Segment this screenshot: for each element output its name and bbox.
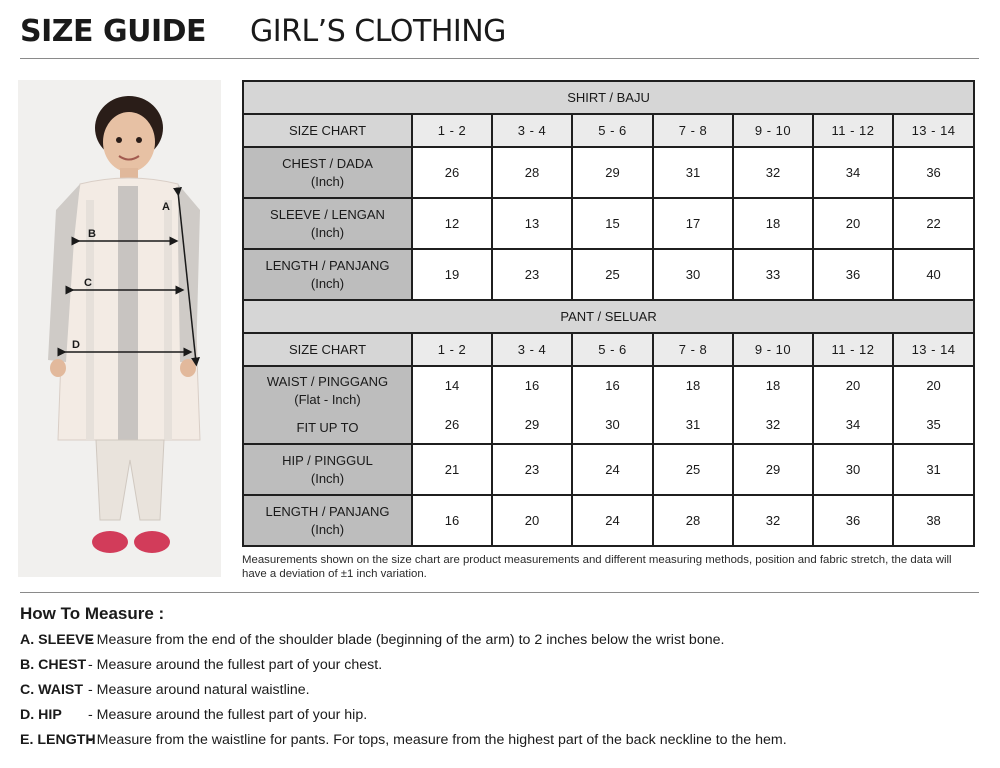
table-cell: 16	[412, 495, 492, 546]
measure-key: E. LENGTH	[20, 732, 96, 748]
table-cell: 31	[893, 444, 974, 495]
measure-desc: - Measure around the fullest part of your hip.	[88, 707, 368, 723]
page-title: SIZE GUIDE	[20, 14, 207, 49]
size-header: 1 - 2	[412, 333, 492, 366]
table-cell: 18 32	[733, 366, 813, 444]
table-cell: 18 31	[653, 366, 733, 444]
right-sleeve	[178, 184, 200, 362]
table-cell: 32	[733, 147, 813, 198]
table-row	[243, 495, 974, 546]
measurement-note: Measurements shown on the size chart are product measurements and different measuring methods, position and fabric stretch, the data will have a deviation of ±1 inch variation.	[242, 554, 952, 580]
model-photo	[18, 80, 221, 577]
table-cell: 33	[733, 249, 813, 300]
table-row	[243, 444, 974, 495]
size-header: 5 - 6	[572, 114, 653, 147]
table-row	[243, 147, 974, 198]
shirt-section-row	[243, 81, 974, 114]
measure-item-hip	[20, 707, 367, 723]
row-label-sleeve: SLEEVE / LENGAN (Inch)	[243, 198, 412, 249]
table-cell: 29	[572, 147, 653, 198]
section-divider	[20, 592, 979, 593]
girl-illustration	[18, 80, 221, 577]
table-cell: 19	[412, 249, 492, 300]
table-cell: 24	[572, 444, 653, 495]
table-cell: 28	[492, 147, 572, 198]
measure-item-waist	[20, 682, 310, 698]
table-cell: 23	[492, 444, 572, 495]
table-cell: 26	[412, 147, 492, 198]
table-cell: 25	[572, 249, 653, 300]
measure-desc: - Measure from the waistline for pants. For tops, measure from the highest part of the back neckline to the hem.	[88, 732, 787, 748]
size-header: 7 - 8	[653, 114, 733, 147]
row-label-pant-length: LENGTH / PANJANG (Inch)	[243, 495, 412, 546]
size-chart-table	[242, 80, 975, 547]
table-cell: 23	[492, 249, 572, 300]
measure-key: B. CHEST	[20, 657, 87, 673]
table-cell: 18	[733, 198, 813, 249]
right-shoe	[134, 531, 170, 553]
table-cell: 36	[813, 495, 893, 546]
shirt-section-title: SHIRT / BAJU	[243, 81, 974, 114]
left-shoe	[92, 531, 128, 553]
size-header: 5 - 6	[572, 333, 653, 366]
how-to-measure-title: How To Measure :	[20, 604, 165, 623]
table-row	[243, 249, 974, 300]
table-cell: 16 30	[572, 366, 653, 444]
table-cell: 24	[572, 495, 653, 546]
page-header	[20, 14, 506, 54]
label-b: B	[88, 228, 96, 240]
measure-desc: - Measure around natural waistline.	[88, 682, 310, 698]
shirt-size-header-row	[243, 114, 974, 147]
measure-item-sleeve	[20, 632, 724, 648]
row-label-hip: HIP / PINGGUL (Inch)	[243, 444, 412, 495]
size-header: 13 - 14	[893, 333, 974, 366]
table-row	[243, 366, 974, 444]
measure-item-length	[20, 732, 787, 748]
table-cell: 32	[733, 495, 813, 546]
table-cell: 15	[572, 198, 653, 249]
pants-shape	[96, 440, 164, 520]
table-cell: 40	[893, 249, 974, 300]
table-cell: 20 34	[813, 366, 893, 444]
measure-key: D. HIP	[20, 707, 62, 723]
label-c: C	[84, 277, 92, 289]
table-cell: 17	[653, 198, 733, 249]
dress-stripe	[118, 186, 138, 456]
table-cell: 20 35	[893, 366, 974, 444]
table-cell: 34	[813, 147, 893, 198]
table-cell: 12	[412, 198, 492, 249]
label-a: A	[162, 201, 170, 213]
measure-key: C. WAIST	[20, 682, 84, 698]
size-header: 7 - 8	[653, 333, 733, 366]
row-label-chest: CHEST / DADA (Inch)	[243, 147, 412, 198]
table-cell: 21	[412, 444, 492, 495]
table-cell: 36	[893, 147, 974, 198]
table-cell: 20	[813, 198, 893, 249]
table-cell: 16 29	[492, 366, 572, 444]
table-cell: 36	[813, 249, 893, 300]
label-d: D	[72, 339, 80, 351]
pant-size-header-row	[243, 333, 974, 366]
size-header: 11 - 12	[813, 114, 893, 147]
table-row	[243, 198, 974, 249]
table-cell: 20	[492, 495, 572, 546]
size-header: 1 - 2	[412, 114, 492, 147]
size-header: 9 - 10	[733, 333, 813, 366]
page-subtitle: GIRL’S CLOTHING	[250, 14, 506, 49]
shirt-size-chart-label: SIZE CHART	[243, 114, 412, 147]
row-label-waist: WAIST / PINGGANG (Flat - Inch) FIT UP TO	[243, 366, 412, 444]
size-header: 3 - 4	[492, 333, 572, 366]
measure-key: A. SLEEVE	[20, 632, 95, 648]
measure-item-chest	[20, 657, 382, 673]
header-divider	[20, 58, 979, 59]
size-header: 3 - 4	[492, 114, 572, 147]
measure-desc: - Measure around the fullest part of your chest.	[88, 657, 383, 673]
table-cell: 29	[733, 444, 813, 495]
table-cell: 13	[492, 198, 572, 249]
row-label-length: LENGTH / PANJANG (Inch)	[243, 249, 412, 300]
size-header: 13 - 14	[893, 114, 974, 147]
table-cell: 14 26	[412, 366, 492, 444]
table-cell: 30	[813, 444, 893, 495]
size-header: 9 - 10	[733, 114, 813, 147]
pant-size-chart-label: SIZE CHART	[243, 333, 412, 366]
face-shape	[103, 112, 155, 172]
pant-section-row	[243, 300, 974, 333]
table-cell: 31	[653, 147, 733, 198]
pant-section-title: PANT / SELUAR	[243, 300, 974, 333]
table-cell: 28	[653, 495, 733, 546]
table-cell: 30	[653, 249, 733, 300]
table-cell: 25	[653, 444, 733, 495]
size-header: 11 - 12	[813, 333, 893, 366]
measure-desc: - Measure from the end of the shoulder blade (beginning of the arm) to 2 inches below the wrist bone.	[88, 632, 725, 648]
table-cell: 22	[893, 198, 974, 249]
table-cell: 38	[893, 495, 974, 546]
